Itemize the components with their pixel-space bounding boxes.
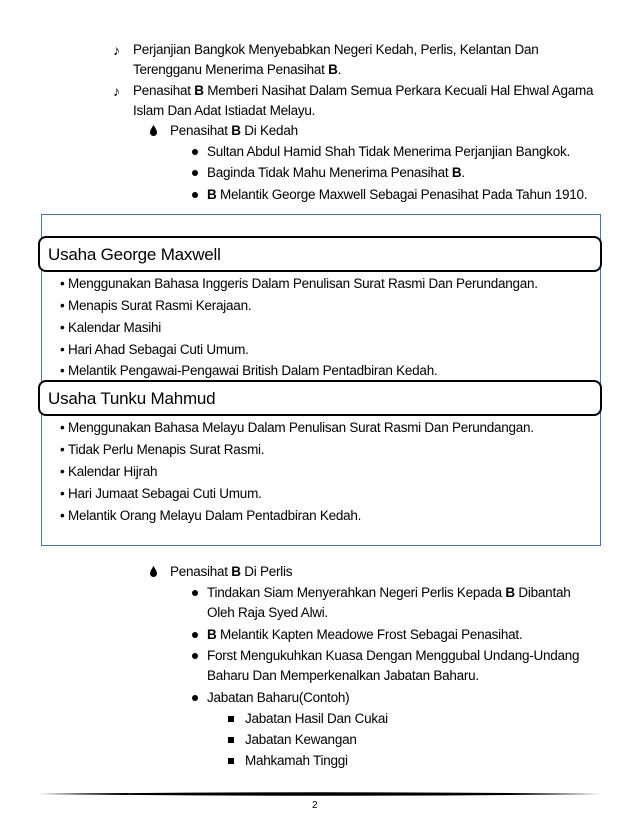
perlis-sub-3: Mahkamah Tinggi	[245, 753, 348, 768]
perlis-bullet-4: Jabatan Baharu(Contoh)	[207, 690, 350, 705]
note-2-line-2: Islam Dan Adat Istiadat Melayu.	[133, 103, 316, 118]
perlis-bullet-3-line-2: Baharu Dan Memperkenalkan Jabatan Baharu.	[207, 668, 479, 683]
square-bullet-icon	[228, 737, 234, 743]
bullet-dot-icon	[192, 170, 198, 176]
kedah-bullet-1: Sultan Abdul Hamid Shah Tidak Menerima Perjanjian Bangkok.	[207, 144, 570, 159]
perlis-sub-2: Jabatan Kewangan	[245, 732, 357, 747]
maxwell-title: Usaha George Maxwell	[48, 245, 221, 264]
mahmud-title: Usaha Tunku Mahmud	[48, 389, 216, 408]
note-2-line-1: Penasihat B Memberi Nasihat Dalam Semua Perkara Kecuali Hal Ehwal Agama	[133, 83, 594, 98]
bullet-dot-icon	[192, 632, 198, 638]
square-bullet-icon	[228, 716, 234, 722]
perlis-bullet-2: B Melantik Kapten Meadowe Frost Sebagai Penasihat.	[207, 627, 523, 642]
bullet-dot-icon	[192, 695, 198, 701]
maxwell-item-2: • Menapis Surat Rasmi Kerajaan.	[60, 298, 252, 313]
mahmud-item-3: • Kalendar Hijrah	[60, 464, 158, 479]
perlis-heading: Penasihat B Di Perlis	[170, 564, 293, 579]
maxwell-item-4: • Hari Ahad Sebagai Cuti Umum.	[60, 342, 249, 357]
bullet-dot-icon	[192, 590, 198, 596]
mahmud-item-1: • Menggunakan Bahasa Melayu Dalam Penulisan Surat Rasmi Dan Perundangan.	[60, 420, 534, 435]
kedah-bullet-2: Baginda Tidak Mahu Menerima Penasihat B.	[207, 165, 465, 180]
maxwell-item-1: • Menggunakan Bahasa Inggeris Dalam Penulisan Surat Rasmi Dan Perundangan.	[60, 276, 538, 291]
bullet-dot-icon	[192, 192, 198, 198]
page-number: 2	[312, 800, 318, 811]
music-note-bullet-icon: ♪	[113, 42, 120, 58]
music-note-bullet-icon: ♪	[113, 83, 120, 99]
drop-bullet-icon	[150, 566, 157, 577]
note-1-line-2: Terengganu Menerima Penasihat B.	[133, 62, 342, 77]
perlis-bullet-1-line-2: Oleh Raja Syed Alwi.	[207, 605, 329, 620]
bullet-dot-icon	[192, 149, 198, 155]
mahmud-item-2: • Tidak Perlu Menapis Surat Rasmi.	[60, 442, 265, 457]
mahmud-item-4: • Hari Jumaat Sebagai Cuti Umum.	[60, 486, 262, 501]
kedah-bullet-3: B Melantik George Maxwell Sebagai Penasihat Pada Tahun 1910.	[207, 187, 588, 202]
maxwell-header	[38, 236, 602, 272]
mahmud-item-5: • Melantik Orang Melayu Dalam Pentadbiran Kedah.	[60, 508, 362, 523]
perlis-bullet-3-line-1: Forst Mengukuhkan Kuasa Dengan Menggubal Undang-Undang	[207, 648, 580, 663]
maxwell-item-5: • Melantik Pengawai-Pengawai British Dalam Pentadbiran Kedah.	[60, 363, 438, 378]
maxwell-item-3: • Kalendar Masihi	[60, 320, 162, 335]
drop-bullet-icon	[150, 125, 157, 136]
mahmud-header	[38, 380, 602, 416]
footer-divider	[38, 792, 602, 796]
perlis-sub-1: Jabatan Hasil Dan Cukai	[245, 711, 388, 726]
perlis-bullet-1-line-1: Tindakan Siam Menyerahkan Negeri Perlis Kepada B Dibantah	[207, 585, 571, 600]
bullet-dot-icon	[192, 653, 198, 659]
note-1-line-1: Perjanjian Bangkok Menyebabkan Negeri Kedah, Perlis, Kelantan Dan	[133, 42, 539, 57]
kedah-heading: Penasihat B Di Kedah	[170, 123, 298, 138]
square-bullet-icon	[228, 758, 234, 764]
